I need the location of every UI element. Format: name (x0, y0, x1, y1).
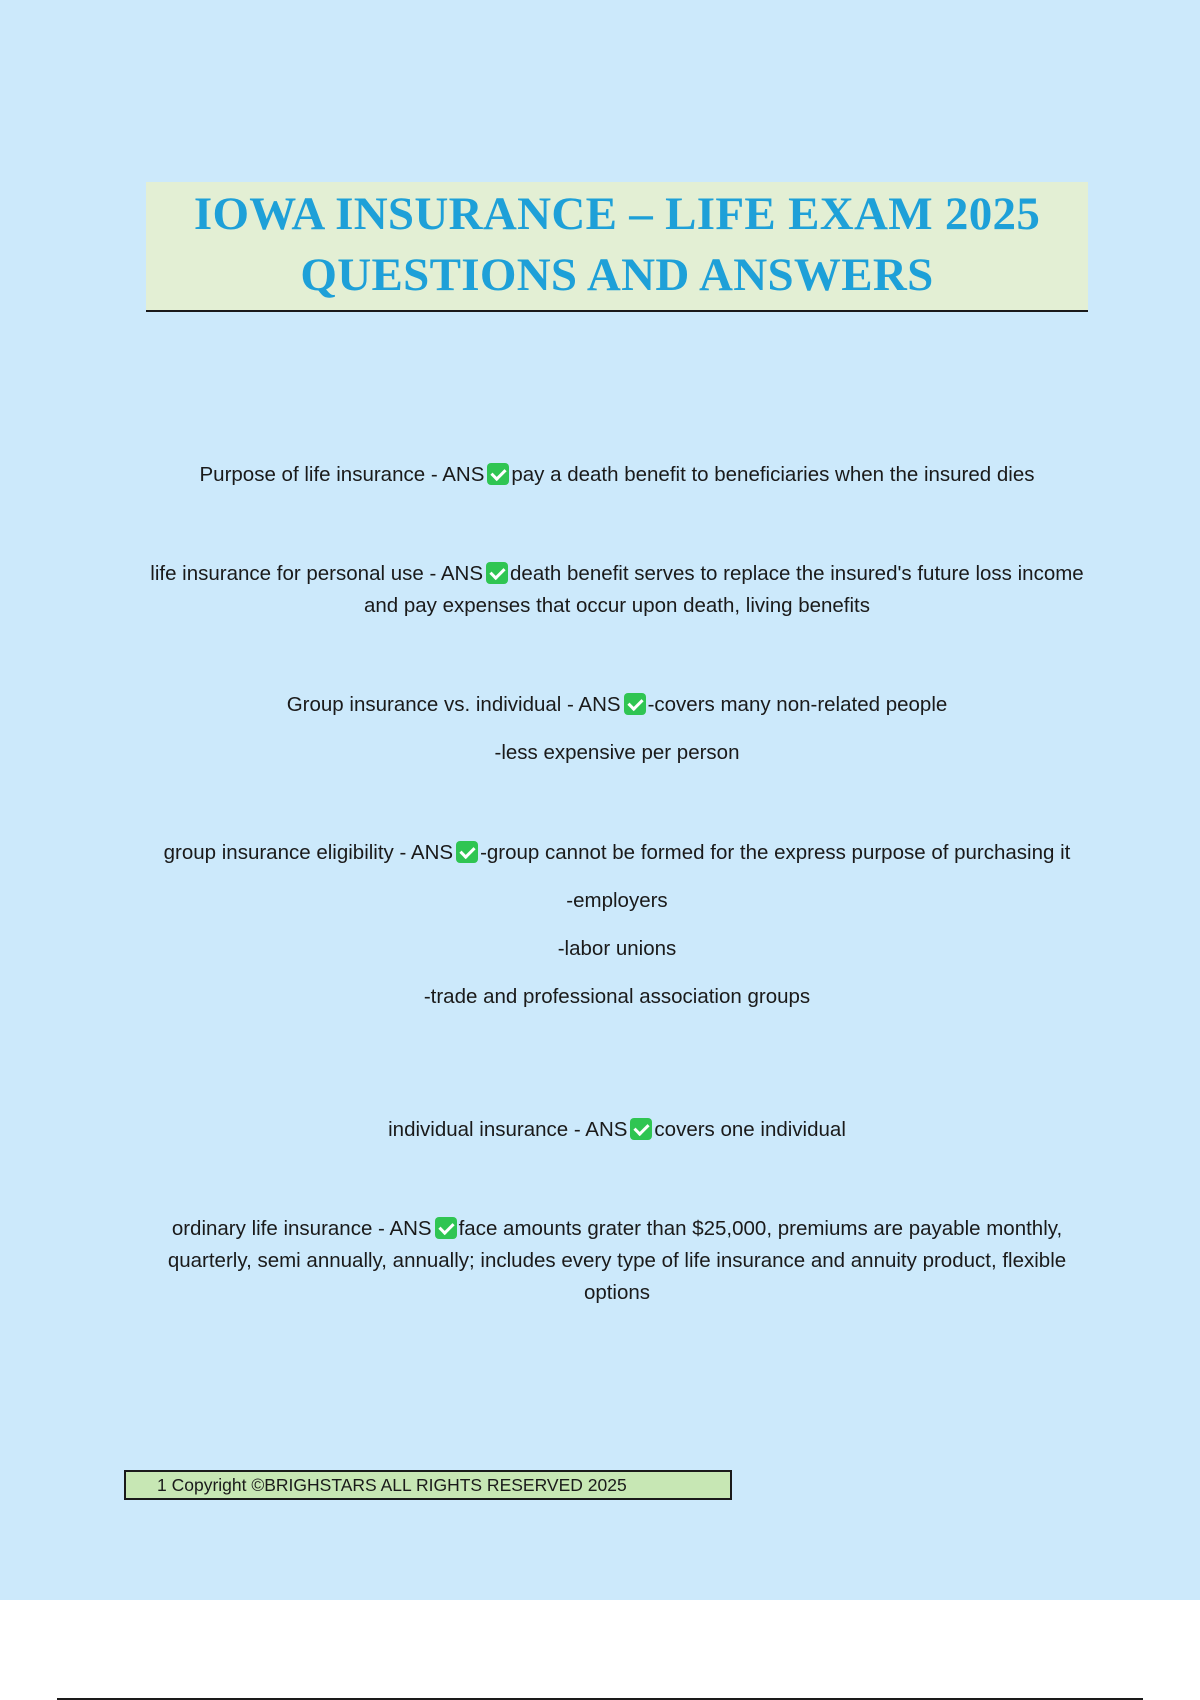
qa-answer-line: -labor unions (557, 937, 677, 960)
qa-item-1 (150, 459, 1084, 491)
qa-item-5 (150, 1114, 1084, 1146)
qa-item-2 (150, 558, 1084, 622)
check-mark-icon (630, 1118, 652, 1140)
qa-question: life insurance for personal use - ANS (150, 562, 484, 585)
check-mark-icon (487, 463, 509, 485)
qa-first-line (150, 1213, 1084, 1309)
qa-answer: covers one individual (654, 1118, 846, 1141)
qa-answer-line: -less expensive per person (494, 741, 740, 764)
title-line-1: IOWA INSURANCE – LIFE EXAM 2025 (193, 188, 1041, 240)
check-mark-icon (435, 1217, 457, 1239)
qa-question: group insurance eligibility - ANS (163, 841, 454, 864)
qa-answer: death benefit serves to replace the insured's future loss income and pay expenses that occur upon death, living benefits (363, 562, 1084, 617)
check-mark-icon (486, 562, 508, 584)
qa-question: Group insurance vs. individual - ANS (286, 693, 621, 716)
qa-first-line (150, 459, 1084, 491)
qa-question: Purpose of life insurance - ANS (199, 463, 485, 486)
qa-answer: -covers many non-related people (647, 693, 948, 716)
qa-item-4 (150, 837, 1084, 1013)
qa-answer: face amounts grater than $25,000, premiums are payable monthly, quarterly, semi annually, annually; includes every type of life insurance and annuity product, flexible options (167, 1217, 1067, 1304)
qa-first-line (150, 558, 1084, 622)
qa-answer: -group cannot be formed for the express purpose of purchasing it (480, 841, 1071, 864)
qa-answer-line: -employers (566, 889, 668, 912)
qa-first-line (150, 837, 1084, 869)
check-mark-icon (624, 693, 646, 715)
title-line-2: QUESTIONS AND ANSWERS (300, 249, 934, 301)
qa-answer-line: -trade and professional association groups (423, 985, 811, 1008)
qa-item-6 (150, 1213, 1084, 1309)
qa-answer: pay a death benefit to beneficiaries when the insured dies (511, 463, 1035, 486)
copyright-footer: 1 Copyright ©BRIGHSTARS ALL RIGHTS RESERVED 2025 (124, 1470, 732, 1500)
qa-question: individual insurance - ANS (388, 1118, 628, 1141)
check-mark-icon (456, 841, 478, 863)
qa-item-3 (150, 689, 1084, 769)
qa-first-line (150, 1114, 1084, 1146)
title-banner (146, 182, 1088, 312)
qa-first-line (150, 689, 1084, 721)
qa-question: ordinary life insurance - ANS (171, 1217, 432, 1240)
